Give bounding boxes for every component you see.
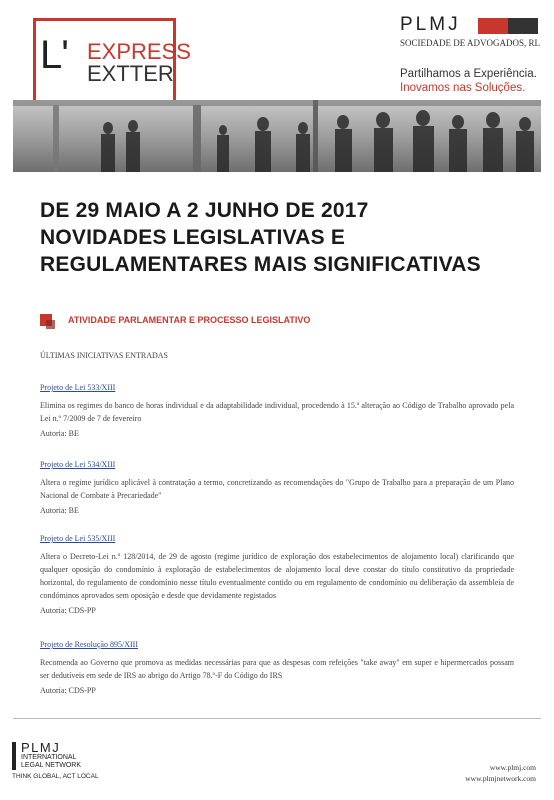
- footer-logo-mark-icon: [12, 742, 16, 770]
- logo-express: EXPRESS: [87, 39, 191, 64]
- firm-logo: [400, 14, 540, 48]
- entry-link[interactable]: Projeto de Resolução 895/XIII: [40, 640, 138, 649]
- entry-description: Altera o Decreto-Lei n.º 128/2014, de 29 de agosto (regime jurídico de exploração dos estabelecimentos de alojamento local) clarificando que qualquer oposição do condomínio à exploração de estabelecimentos de alojamento local deve constar do título constitutivo da propriedade horizontal, do regulamento de condomínio nesse título eventualmente contido ou em regulamento de condomínio ou deliberação da assembleia de condóminos aprovados sem oposição e desde que devidamente registados: [40, 552, 514, 600]
- entry-link[interactable]: Projeto de Lei 533/XIII: [40, 383, 116, 392]
- firm-logo-mark-icon: [478, 18, 538, 34]
- slogan-line-1: Partilhamos a Experiência.: [400, 68, 537, 80]
- firm-subtitle: SOCIEDADE DE ADVOGADOS, RL: [400, 38, 541, 48]
- footer-url-1[interactable]: www.plmj.com: [489, 763, 536, 772]
- list-item: [40, 638, 514, 697]
- footer-urls: [465, 762, 536, 784]
- entry-link[interactable]: Projeto de Lei 534/XIII: [40, 460, 116, 469]
- firm-name: PLMJ: [400, 14, 461, 35]
- banner-silhouettes: [13, 100, 541, 172]
- entry-description: Elimina os regimes do banco de horas individual e da adaptabilidade individual, procedendo à 15.ª alteração ao Código de Trabalho aprovado pela Lei n.º 7/2009 de 7 de fevereiro: [40, 401, 514, 423]
- logo-exter: EXTTER: [87, 61, 174, 86]
- entry-description: Recomenda ao Governo que promova as medidas necessárias para que as despesas com refeições "take away" em super e hipermercados possam ser dedutíveis em sede de IRS ao abrigo do Artigo 78.º-F do Código do IRS: [40, 658, 514, 680]
- section-header: [40, 314, 520, 330]
- footer-logo-line-1: INTERNATIONAL: [21, 754, 77, 761]
- footer-logo-line-2: LEGAL NETWORK: [21, 762, 82, 769]
- list-item: [40, 381, 514, 440]
- entry-link[interactable]: Projeto de Lei 535/XIII: [40, 534, 116, 543]
- title-line-1: DE 29 MAIO A 2 JUNHO DE 2017: [40, 199, 369, 222]
- page-title: [40, 197, 520, 278]
- list-item: [40, 458, 514, 517]
- slogan: [400, 67, 537, 95]
- footer-divider: [13, 718, 541, 719]
- title-line-2: NOVIDADES LEGISLATIVAS E: [40, 226, 346, 249]
- subheading: ÚLTIMAS INICIATIVAS ENTRADAS: [40, 351, 169, 360]
- footer-url-2[interactable]: www.plmjnetwork.com: [465, 774, 536, 783]
- slogan-line-2: Inovamos nas Soluções.: [400, 82, 526, 94]
- header-banner-image: [13, 100, 541, 172]
- entry-author: Autoria: CDS-PP: [40, 686, 96, 695]
- footer-tagline: THINK GLOBAL, ACT LOCAL: [12, 773, 99, 780]
- logo-l: L': [40, 33, 68, 77]
- title-line-3: REGULAMENTARES MAIS SIGNIFICATIVAS: [40, 253, 481, 276]
- entry-author: Autoria: BE: [40, 429, 79, 438]
- list-item: [40, 532, 514, 617]
- section-label: ATIVIDADE PARLAMENTAR E PROCESSO LEGISLATIVO: [68, 315, 311, 325]
- footer-logo-name: PLMJ: [21, 740, 61, 755]
- entry-author: Autoria: CDS-PP: [40, 606, 96, 615]
- entry-author: Autoria: BE: [40, 506, 79, 515]
- entry-description: Altera o regime jurídico aplicável à contratação a termo, concretizando as recomendações do "Grupo de Trabalho para a preparação de um Plano Nacional de Combate à Precariedade": [40, 478, 514, 500]
